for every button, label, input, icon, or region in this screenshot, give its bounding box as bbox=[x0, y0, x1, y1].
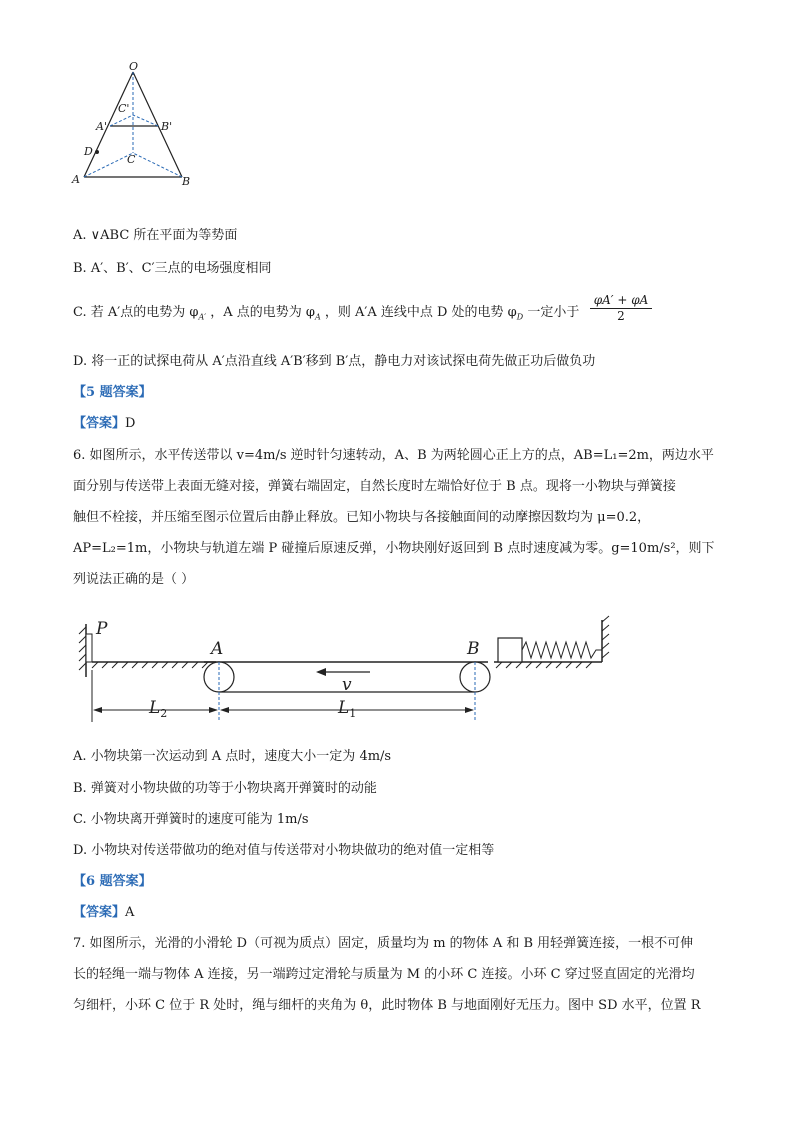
label-L2: $L_2$ bbox=[149, 698, 168, 720]
dashed-BC bbox=[133, 153, 182, 177]
q5-option-c-mid1: ，A 点的电势为 φ bbox=[206, 305, 315, 320]
q5-option-b: B. A′、B′、C′三点的电场强度相同 bbox=[73, 261, 272, 276]
q6-option-a: A. 小物块第一次运动到 A 点时，速度大小一定为 4m/s bbox=[73, 749, 392, 764]
q5-fraction-denominator: 2 bbox=[617, 309, 625, 323]
q5-answer-value: D bbox=[125, 416, 136, 431]
edge-OA bbox=[84, 72, 133, 177]
q6-answer-value: A bbox=[125, 905, 135, 920]
q6-text-line3: 触但不栓接，并压缩至图示位置后由静止释放。已知小物块与各接触面间的动摩擦因数均为 μ=0.2， bbox=[73, 510, 651, 525]
q6-option-d: D. 小物块对传送带做功的绝对值与传送带对小物块做功的绝对值一定相等 bbox=[73, 843, 495, 858]
label-B-prime: B' bbox=[161, 120, 173, 133]
triangle-figure bbox=[60, 60, 210, 190]
label-L1: $L_1$ bbox=[338, 698, 357, 720]
point-D bbox=[95, 150, 99, 154]
dashed-A'C' bbox=[110, 115, 133, 126]
q5-answer-tag: 【答案】 bbox=[73, 416, 126, 431]
label-O: O bbox=[129, 60, 139, 73]
q5-option-c-sub3: D bbox=[516, 312, 524, 322]
q6-answer-tag: 【答案】 bbox=[73, 905, 126, 920]
q7-text-line3: 匀细杆，小环 C 位于 R 处时，绳与细杆的夹角为 θ，此时物体 B 与地面刚好无压力。图中 SD 水平，位置 R bbox=[73, 998, 701, 1013]
q6-text-line5: 列说法正确的是（ ） bbox=[73, 572, 195, 587]
label-A: A bbox=[211, 639, 224, 659]
q5-option-c-sub2: A bbox=[314, 312, 321, 322]
q5-fraction bbox=[590, 293, 652, 323]
edge-OB bbox=[133, 72, 182, 177]
q5-option-a: A. ∨ABC 所在平面为等势面 bbox=[73, 228, 238, 243]
label-P: P bbox=[96, 619, 108, 639]
q6-answer bbox=[73, 901, 134, 920]
q5-answer bbox=[73, 412, 135, 431]
label-B: B bbox=[467, 639, 480, 659]
q6-answer-header: 【6 题答案】 bbox=[73, 874, 152, 889]
label-A: A bbox=[72, 173, 80, 186]
label-D: D bbox=[84, 145, 93, 158]
q5-option-c-sub1: A′ bbox=[198, 312, 207, 322]
q6-text-line2: 面分别与传送带上表面无缝对接，弹簧右端固定，自然长度时左端恰好位于 B 点。现将一小物块与弹簧接 bbox=[73, 479, 676, 494]
q5-option-c bbox=[73, 301, 579, 322]
label-A-prime: A' bbox=[96, 120, 107, 133]
q5-answer-header: 【5 题答案】 bbox=[73, 385, 152, 400]
q5-option-c-pre: C. 若 A′点的电势为 φ bbox=[73, 305, 199, 320]
plate-P bbox=[86, 634, 92, 662]
q5-fraction-numerator: φA′ + φA bbox=[590, 293, 652, 309]
label-C-prime: C' bbox=[118, 102, 130, 115]
q5-option-c-mid2: ，则 A′A 连线中点 D 处的电势 φ bbox=[320, 305, 517, 320]
block bbox=[498, 638, 522, 662]
q5-option-c-post: 一定小于 bbox=[523, 305, 580, 320]
q6-text-line4: AP=L₂=1m，小物块与轨道左端 P 碰撞后原速反弹，小物块刚好返回到 B 点时速度减为零。g=10m/s²，则下 bbox=[73, 541, 715, 556]
label-v: v bbox=[342, 675, 352, 695]
spring bbox=[522, 642, 602, 658]
q6-option-c: C. 小物块离开弹簧时的速度可能为 1m/s bbox=[73, 812, 309, 827]
q5-option-d: D. 将一正的试探电荷从 A′点沿直线 A′B′移到 B′点，静电力对该试探电荷先做正功后做负功 bbox=[73, 354, 596, 369]
label-C: C bbox=[127, 153, 136, 166]
q6-option-b: B. 弹簧对小物块做的功等于小物块离开弹簧时的动能 bbox=[73, 781, 377, 796]
q7-text-line1: 7. 如图所示，光滑的小滑轮 D（可视为质点）固定，质量均为 m 的物体 A 和 B 用轻弹簧连接，一根不可伸 bbox=[73, 936, 694, 951]
q6-text-line1: 6. 如图所示，水平传送带以 v=4m/s 逆时针匀速转动，A、B 为两轮圆心正上方的点，AB=L₁=2m，两边水平 bbox=[73, 448, 714, 463]
label-B: B bbox=[182, 175, 191, 188]
conveyor-figure bbox=[70, 612, 615, 727]
q7-text-line2: 长的轻绳一端与物体 A 连接，另一端跨过定滑轮与质量为 M 的小环 C 连接。小环 C 穿过竖直固定的光滑均 bbox=[73, 967, 695, 982]
